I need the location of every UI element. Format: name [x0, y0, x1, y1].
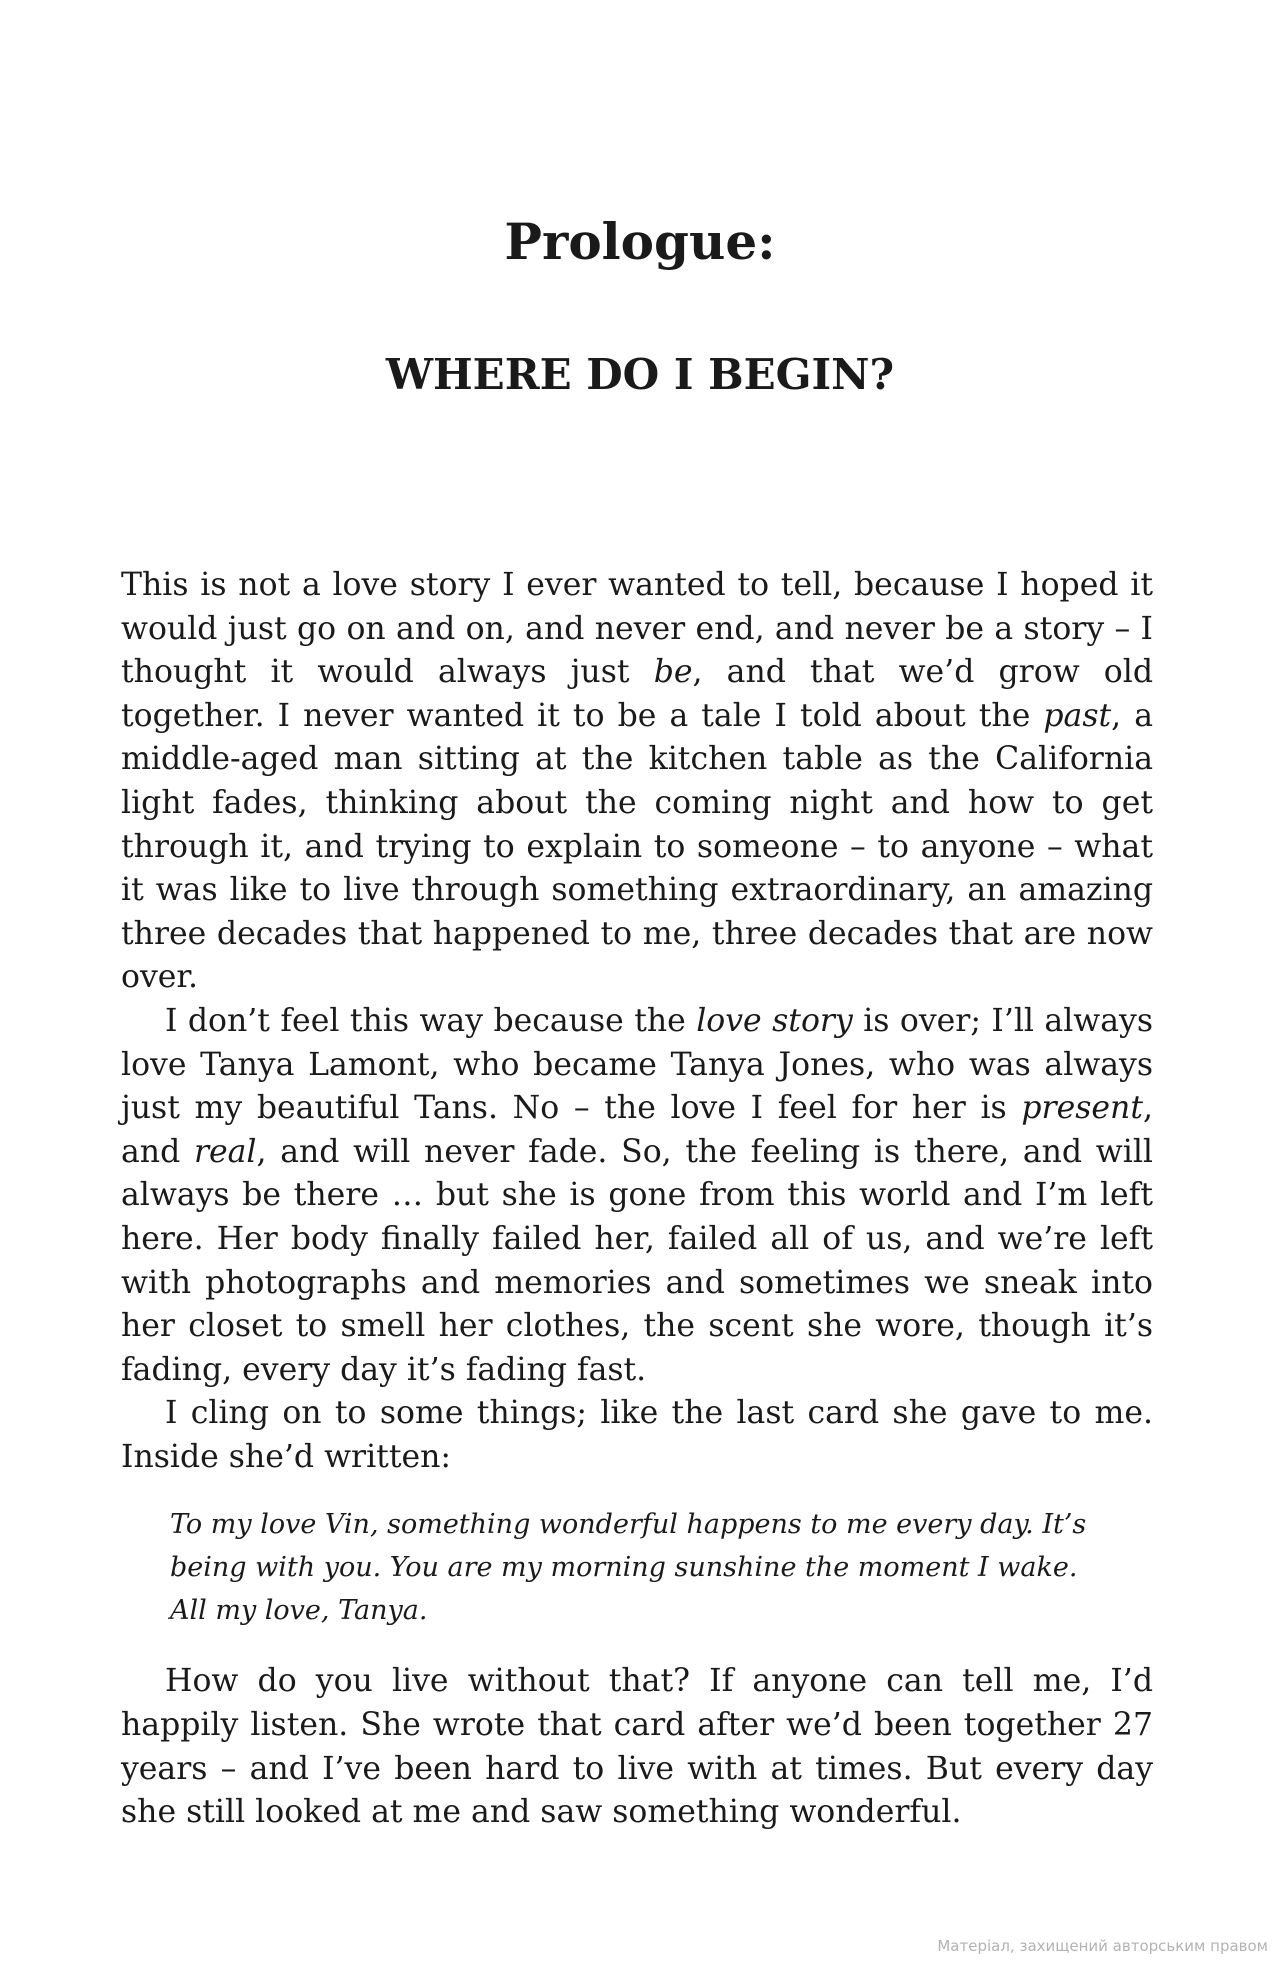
paragraph-4: How do you live without that? If anyone can tell me, I’d happily listen. She wrote that card after we’d been together 27 years – and I’ve been hard to live with at times. But every day she still looked at me and saw something wonderful. — [121, 1663, 1153, 1831]
paragraph-3: I cling on to some things; like the last card she gave to me. Inside she’d written: — [121, 1395, 1153, 1475]
chapter-label: Prologue: — [504, 212, 776, 271]
emphasis-real: real — [193, 1133, 257, 1170]
chapter-title: WHERE DO I BEGIN? — [385, 350, 895, 399]
copyright-watermark: Матеріал, захищений авторським правом — [937, 1937, 1268, 1955]
paragraph-2: I don’t feel this way because the love story is over; I’ll always love Tanya Lamont, who became Tanya Jones, who was always just my beautiful Tans. No – the love I feel for her is present, and real, and will never fade. So, the feeling is there, and will always be there … but she is gone from this world and I’m left here. Her body finally failed her, failed all of us, and we’re left with photographs and memories and sometimes we sneak into her closet to smell her clothes, the scent she wore, though it’s fading, every day it’s fading fast. — [121, 1002, 1153, 1388]
emphasis-present: present — [1021, 1090, 1143, 1127]
paragraph-1: This is not a love story I ever wanted to tell, because I hoped it would just go on and on, and never end, and never be a story – I thought it would always just be, and that we’d grow old together. I never wanted it to be a tale I told about the past, a middle-aged man sitting at the kitchen table as the California light fades, thinking about the coming night and how to get through it, and trying to explain to someone – to anyone – what it was like to live through something extraordinary, an amazing three decades that happened to me, three decades that are now over. — [121, 567, 1154, 996]
emphasis-past: past — [1043, 697, 1112, 734]
emphasis-love-story: love story — [696, 1002, 853, 1039]
card-quote: To my love Vin, something wonderful happens to me every day. It’s being with you. You are my morning sunshine the moment I wake. All my love, Tanya. — [170, 1509, 1087, 1627]
body-text — [121, 564, 1153, 1835]
emphasis-be: be — [653, 654, 693, 691]
